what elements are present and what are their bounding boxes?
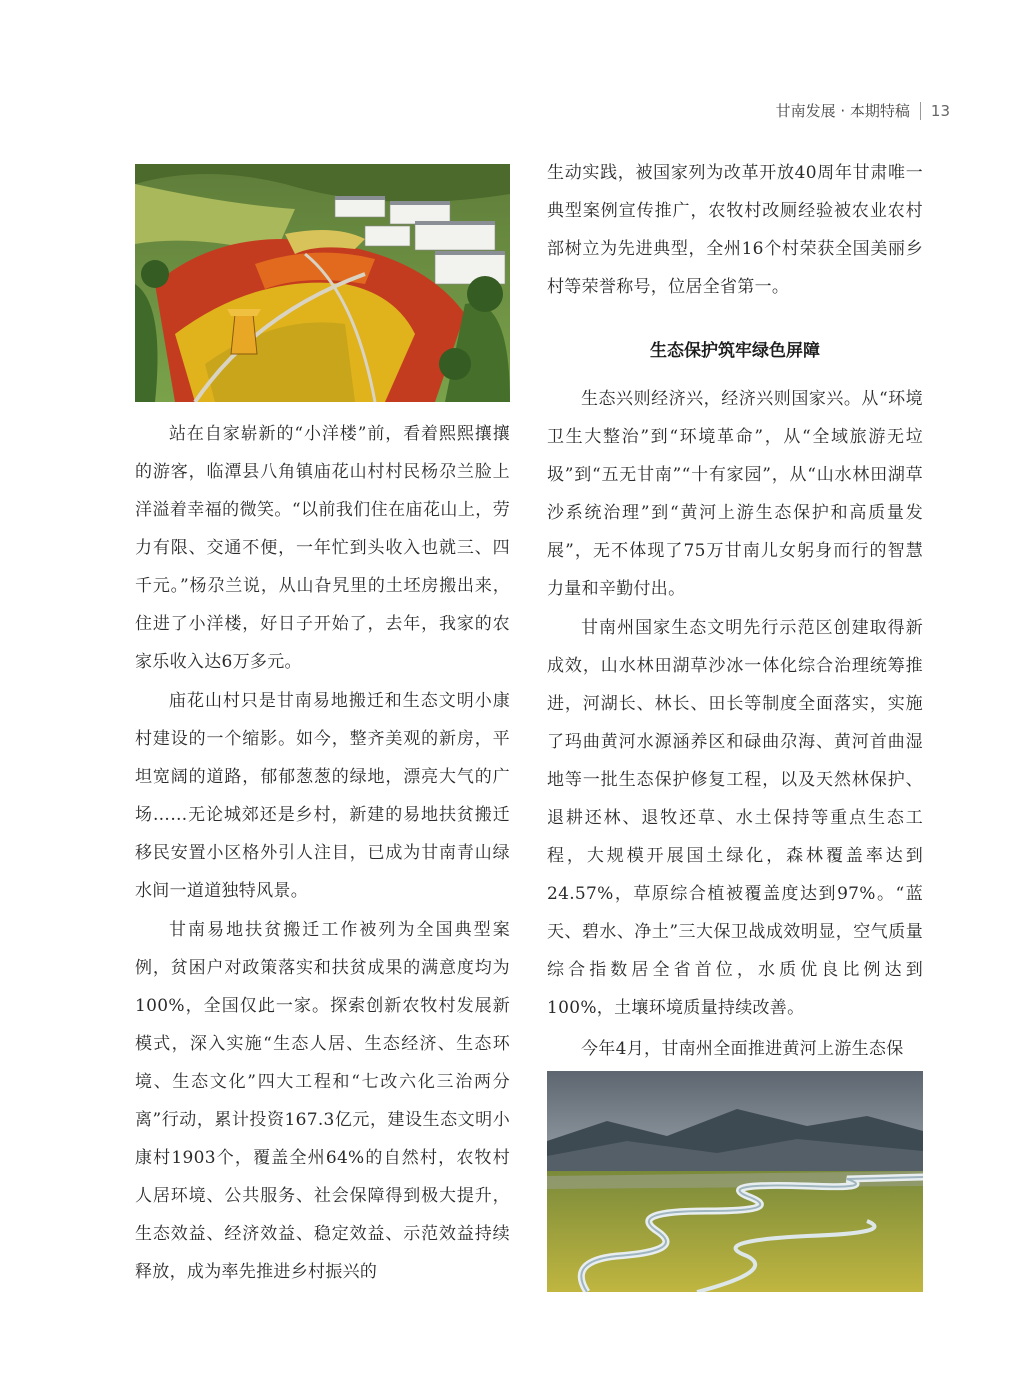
left-paragraph-1: 站在自家崭新的“小洋楼”前，看着熙熙攘攘的游客，临潭县八角镇庙花山村村民杨尕兰脸上洋溢着幸福的微笑。“以前我们住在庙花山上，劳力有限、交通不便，一年忙到头收入也就三、四千元。”杨尕兰说，从山旮旯里的土坯房搬出来，住进了小洋楼，好日子开始了，去年，我家的农家乐收入达6万多元。 [135, 424, 510, 672]
running-header [776, 100, 950, 121]
left-paragraph-3: 甘南易地扶贫搬迁工作被列为全国典型案例，贫困户对政策落实和扶贫成果的满意度均为100%，全国仅此一家。探索创新农牧村发展新模式，深入实施“生态人居、生态经济、生态环境、生态文化”四大工程和“七改六化三治两分离”行动，累计投资167.3亿元，建设生态文明小康村1903个，覆盖全州64%的自然村，农牧村人居环境、公共服务、社会保障得到极大提升，生态效益、经济效益、稳定效益、示范效益持续释放，成为率先推进乡村振兴的 [135, 920, 510, 1282]
right-paragraph-3: 今年4月，甘南州全面推进黄河上游生态保 [581, 1039, 904, 1059]
meandering-river-grassland-photo [547, 1071, 923, 1292]
flower-garden-village-photo [135, 164, 510, 402]
right-paragraph-1: 生态兴则经济兴，经济兴则国家兴。从“环境卫生大整治”到“环境革命”，从“全域旅游无垃圾”到“五无甘南”“十有家园”，从“山水林田湖草沙系统治理”到“黄河上游生态保护和高质量发展”，无不体现了75万甘南儿女躬身而行的智慧力量和辛勤付出。 [547, 389, 923, 599]
section-subheading: 生态保护筑牢绿色屏障 [650, 341, 820, 361]
section-title: 甘南发展 · 本期特稿 [775, 102, 910, 120]
right-paragraph-2: 甘南州国家生态文明先行示范区创建取得新成效，山水林田湖草沙冰一体化综合治理统筹推进，河湖长、林长、田长等制度全面落实，实施了玛曲黄河水源涵养区和碌曲尕海、黄河首曲湿地等一批生态保护修复工程，以及天然林保护、退耕还林、退牧还草、水土保持等重点生态工程，大规模开展国土绿化，森林覆盖率达到24.57%，草原综合植被覆盖度达到97%。“蓝天、碧水、净土”三大保卫战成效明显，空气质量综合指数居全省首位，水质优良比例达到100%，土壤环境质量持续改善。 [547, 618, 923, 1018]
header-divider [920, 102, 921, 120]
right-paragraph-continued: 生动实践，被国家列为改革开放40周年甘肃唯一典型案例宣传推广，农牧村改厕经验被农业农村部树立为先进典型，全州16个村荣获全国美丽乡村等荣誉称号，位居全省第一。 [547, 163, 923, 297]
page-number: 13 [930, 101, 950, 120]
left-paragraph-2: 庙花山村只是甘南易地搬迁和生态文明小康村建设的一个缩影。如今，整齐美观的新房，平坦宽阔的道路，郁郁葱葱的绿地，漂亮大气的广场……无论城郊还是乡村，新建的易地扶贫搬迁移民安置小区格外引人注目，已成为甘南青山绿水间一道道独特风景。 [135, 691, 510, 901]
